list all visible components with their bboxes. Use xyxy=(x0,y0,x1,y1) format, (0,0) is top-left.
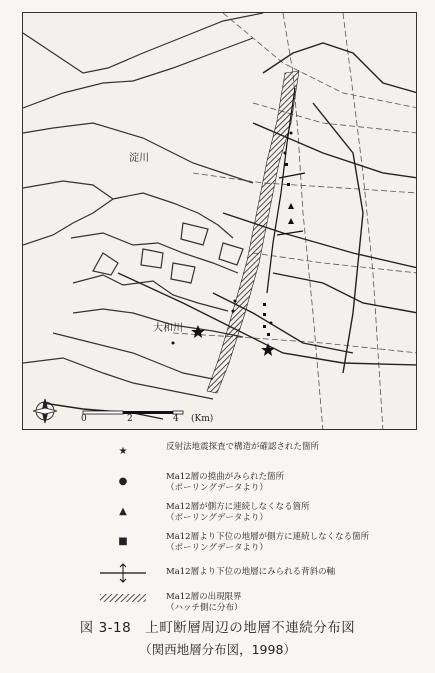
legend-item-star xyxy=(100,440,420,470)
scale-tick-4: 4 xyxy=(173,414,179,424)
legend-item-square xyxy=(100,530,420,560)
main-routes xyxy=(43,43,417,419)
star-icon: ★ xyxy=(118,446,128,457)
legend-text: Ma12層より下位の地層にみられる背斜の軸 xyxy=(166,567,336,577)
anticline-axis-icon xyxy=(100,562,146,584)
scale-bar xyxy=(83,411,183,414)
river-label-yamatogawa: 大和川 xyxy=(153,323,183,334)
legend-text: Ma12層が側方に連続しなくなる箇所 （ボーリングデータより） xyxy=(166,502,310,523)
legend-item-triangle xyxy=(100,500,420,530)
hatch-zone xyxy=(207,71,299,393)
legend-item-axis xyxy=(100,560,420,590)
hatch-icon xyxy=(100,594,146,604)
legend-item-circle xyxy=(100,470,420,500)
river-label-yodogawa: 淀川 xyxy=(129,153,149,164)
map-frame xyxy=(22,12,417,430)
scale-tick-0: 0 xyxy=(81,414,87,424)
scale-unit: (Km) xyxy=(191,414,214,424)
figure-caption xyxy=(0,616,435,658)
map-canvas xyxy=(23,13,417,430)
legend-text: Ma12層の出現限界 （ハッチ側に分布） xyxy=(166,592,243,613)
square-icon: ■ xyxy=(118,536,128,547)
caption-title: 図 3-18 上町断層周辺の地層不連続分布図 xyxy=(79,620,356,636)
legend xyxy=(100,440,420,620)
triangle-icon: ▲ xyxy=(119,506,127,517)
caption-source: （関西地層分布図，1998） xyxy=(139,642,296,657)
legend-text: Ma12層より下位の地層が側方に連続しなくなる箇所 （ボーリングデータより） xyxy=(166,532,370,553)
legend-text: 反射法地震探査で構造が確認された箇所 xyxy=(166,442,320,452)
legend-text: Ma12層の撓曲がみられた箇所 （ボーリングデータより） xyxy=(166,472,285,493)
scale-tick-2: 2 xyxy=(127,414,133,424)
compass-rose-icon xyxy=(33,399,57,423)
dot-icon: ● xyxy=(118,476,128,487)
